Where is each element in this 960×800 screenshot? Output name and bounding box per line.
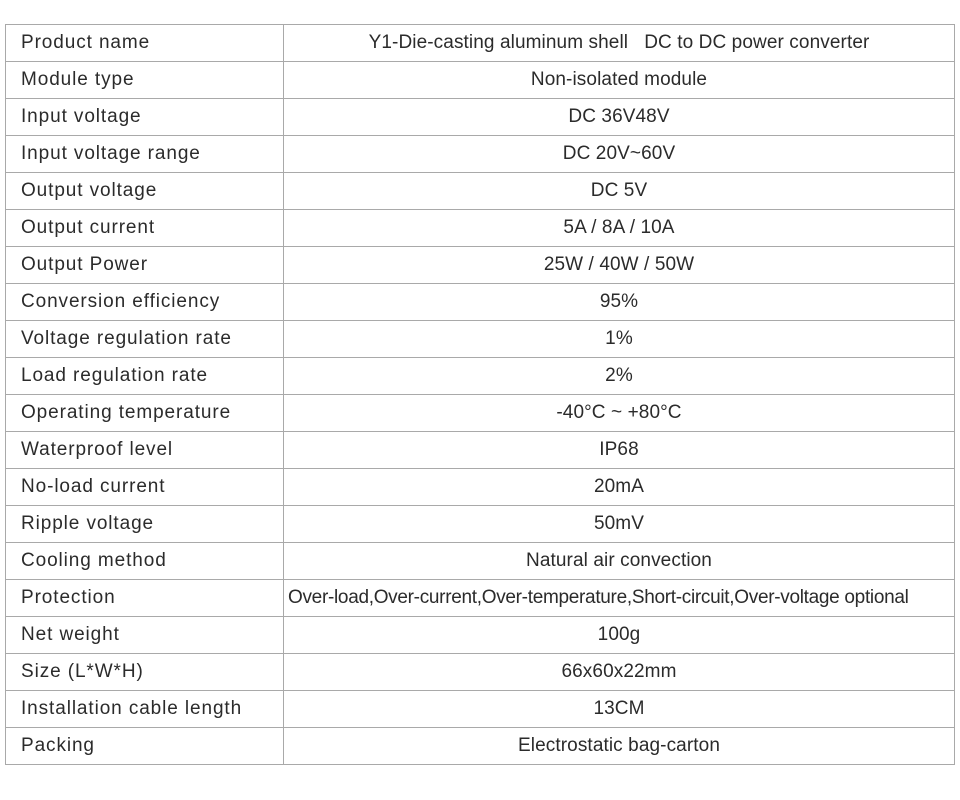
row-value: 95% bbox=[284, 284, 955, 321]
row-label: Installation cable length bbox=[6, 691, 284, 728]
row-value: Electrostatic bag-carton bbox=[284, 728, 955, 765]
table-row bbox=[6, 617, 955, 654]
row-value: 100g bbox=[284, 617, 955, 654]
row-label: Module type bbox=[6, 62, 284, 99]
table-row bbox=[6, 321, 955, 358]
row-value: 5A / 8A / 10A bbox=[284, 210, 955, 247]
table-row bbox=[6, 543, 955, 580]
row-label: Output Power bbox=[6, 247, 284, 284]
row-value: -40°C ~ +80°C bbox=[284, 395, 955, 432]
row-value: Non-isolated module bbox=[284, 62, 955, 99]
row-value: IP68 bbox=[284, 432, 955, 469]
table-row bbox=[6, 136, 955, 173]
row-label: Input voltage range bbox=[6, 136, 284, 173]
table-row bbox=[6, 432, 955, 469]
row-value: 2% bbox=[284, 358, 955, 395]
table-row bbox=[6, 62, 955, 99]
table-row bbox=[6, 173, 955, 210]
row-label: Input voltage bbox=[6, 99, 284, 136]
row-label: Load regulation rate bbox=[6, 358, 284, 395]
row-value: DC 36V48V bbox=[284, 99, 955, 136]
table-row bbox=[6, 580, 955, 617]
table-row bbox=[6, 728, 955, 765]
row-label: Size (L*W*H) bbox=[6, 654, 284, 691]
row-value: Over-load,Over-current,Over-temperature,Short-circuit,Over-voltage optional bbox=[284, 580, 955, 617]
table-row bbox=[6, 469, 955, 506]
row-label: Cooling method bbox=[6, 543, 284, 580]
row-label: Waterproof level bbox=[6, 432, 284, 469]
table-row bbox=[6, 691, 955, 728]
row-value: 13CM bbox=[284, 691, 955, 728]
row-value: DC 5V bbox=[284, 173, 955, 210]
row-label: Conversion efficiency bbox=[6, 284, 284, 321]
table-row bbox=[6, 506, 955, 543]
spec-table bbox=[5, 24, 955, 765]
row-value: 20mA bbox=[284, 469, 955, 506]
table-row bbox=[6, 284, 955, 321]
row-label: Output voltage bbox=[6, 173, 284, 210]
table-row bbox=[6, 247, 955, 284]
row-label: Protection bbox=[6, 580, 284, 617]
row-label: Output current bbox=[6, 210, 284, 247]
row-value: 66x60x22mm bbox=[284, 654, 955, 691]
row-label: No-load current bbox=[6, 469, 284, 506]
row-label: Product name bbox=[6, 25, 284, 62]
row-value: 1% bbox=[284, 321, 955, 358]
row-label: Packing bbox=[6, 728, 284, 765]
table-row bbox=[6, 358, 955, 395]
row-value: DC 20V~60V bbox=[284, 136, 955, 173]
row-label: Ripple voltage bbox=[6, 506, 284, 543]
table-row bbox=[6, 210, 955, 247]
row-label: Operating temperature bbox=[6, 395, 284, 432]
table-row bbox=[6, 25, 955, 62]
row-value: Y1-Die-casting aluminum shell DC to DC power converter bbox=[284, 25, 955, 62]
row-value: 50mV bbox=[284, 506, 955, 543]
table-row bbox=[6, 654, 955, 691]
row-label: Net weight bbox=[6, 617, 284, 654]
table-row bbox=[6, 99, 955, 136]
row-value: Natural air convection bbox=[284, 543, 955, 580]
row-value: 25W / 40W / 50W bbox=[284, 247, 955, 284]
table-row bbox=[6, 395, 955, 432]
row-label: Voltage regulation rate bbox=[6, 321, 284, 358]
